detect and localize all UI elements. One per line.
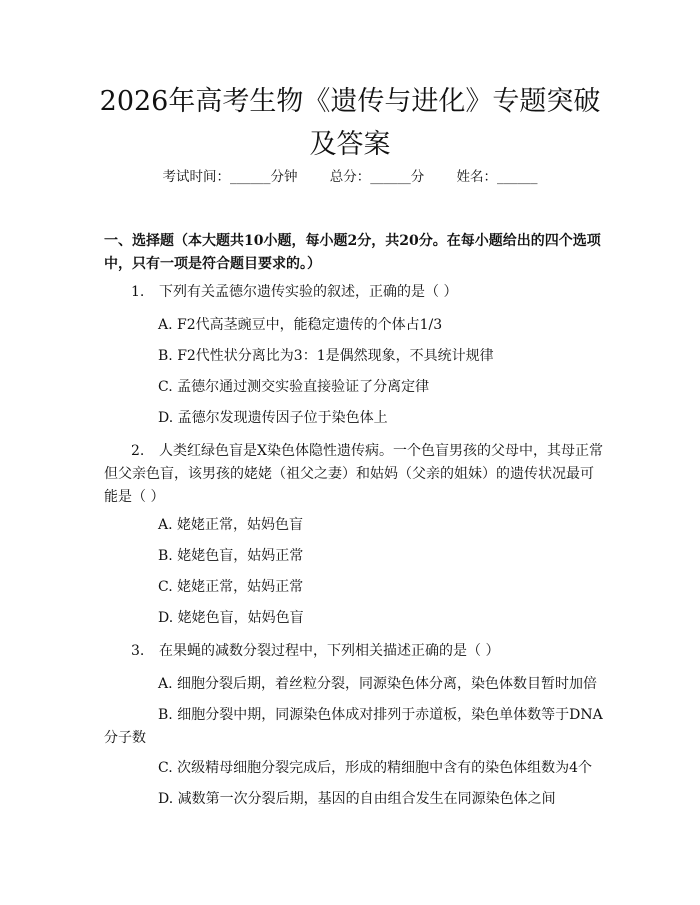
exam-title: 2026年高考生物《遗传与进化》专题突破及答案 bbox=[99, 86, 601, 160]
question-number: 3. bbox=[131, 643, 145, 659]
question-number: 2. bbox=[131, 443, 145, 459]
option-3a: A. 细胞分裂后期，着丝粒分裂，同源染色体分离，染色体数目暂时加倍 bbox=[158, 676, 598, 692]
question-2 bbox=[104, 440, 604, 509]
option-3c: C. 次级精母细胞分裂完成后，形成的精细胞中含有的染色体组数为4个 bbox=[158, 760, 593, 776]
name-blank: ______ bbox=[497, 169, 538, 185]
score-label: 总分： bbox=[329, 169, 371, 185]
option-2c: C. 姥姥正常，姑妈正常 bbox=[158, 579, 304, 595]
option-1d: D. 孟德尔发现遗传因子位于染色体上 bbox=[158, 410, 388, 426]
question-stem: 人类红绿色盲是X染色体隐性遗传病。一个色盲男孩的父母中，其母正常但父亲色盲，该男孩的姥姥（祖父之妻）和姑妈（父亲的姐妹）的遗传状况最可能是（ ） bbox=[104, 443, 603, 505]
time-label: 考试时间： bbox=[162, 169, 230, 185]
question-1 bbox=[104, 281, 604, 304]
question-stem: 下列有关孟德尔遗传实验的叙述，正确的是（ ） bbox=[159, 284, 458, 300]
option-1b: B. F2代性状分离比为3：1是偶然现象，不具统计规律 bbox=[158, 348, 494, 364]
score-unit: 分 bbox=[410, 169, 425, 185]
time-unit: 分钟 bbox=[270, 169, 298, 185]
name-label: 姓名： bbox=[456, 169, 498, 185]
question-3 bbox=[104, 640, 604, 663]
question-stem: 在果蝇的减数分裂过程中，下列相关描述正确的是（ ） bbox=[159, 643, 500, 659]
option-2b: B. 姥姥色盲，姑妈正常 bbox=[158, 548, 304, 564]
option-1a: A. F2代高茎豌豆中，能稳定遗传的个体占1/3 bbox=[158, 317, 443, 333]
option-2d: D. 姥姥色盲，姑妈色盲 bbox=[158, 610, 304, 626]
time-blank: ______ bbox=[229, 169, 271, 185]
option-2a: A. 姥姥正常，姑妈色盲 bbox=[158, 517, 304, 533]
section-heading: 一、选择题（本大题共10小题，每小题2分，共20分。在每小题给出的四个选项中，只有一项是符合题目要求的。） bbox=[104, 233, 601, 272]
option-3b: B. 细胞分裂中期，同源染色体成对排列于赤道板，染色单体数等于DNA分子数 bbox=[104, 707, 603, 746]
question-number: 1. bbox=[131, 284, 145, 300]
score-blank: ______ bbox=[370, 169, 411, 185]
option-1c: C. 孟德尔通过测交实验直接验证了分离定律 bbox=[158, 379, 430, 395]
option-3d: D. 减数第一次分裂后期，基因的自由组合发生在同源染色体之间 bbox=[158, 791, 556, 807]
exam-info-line bbox=[0, 167, 700, 187]
